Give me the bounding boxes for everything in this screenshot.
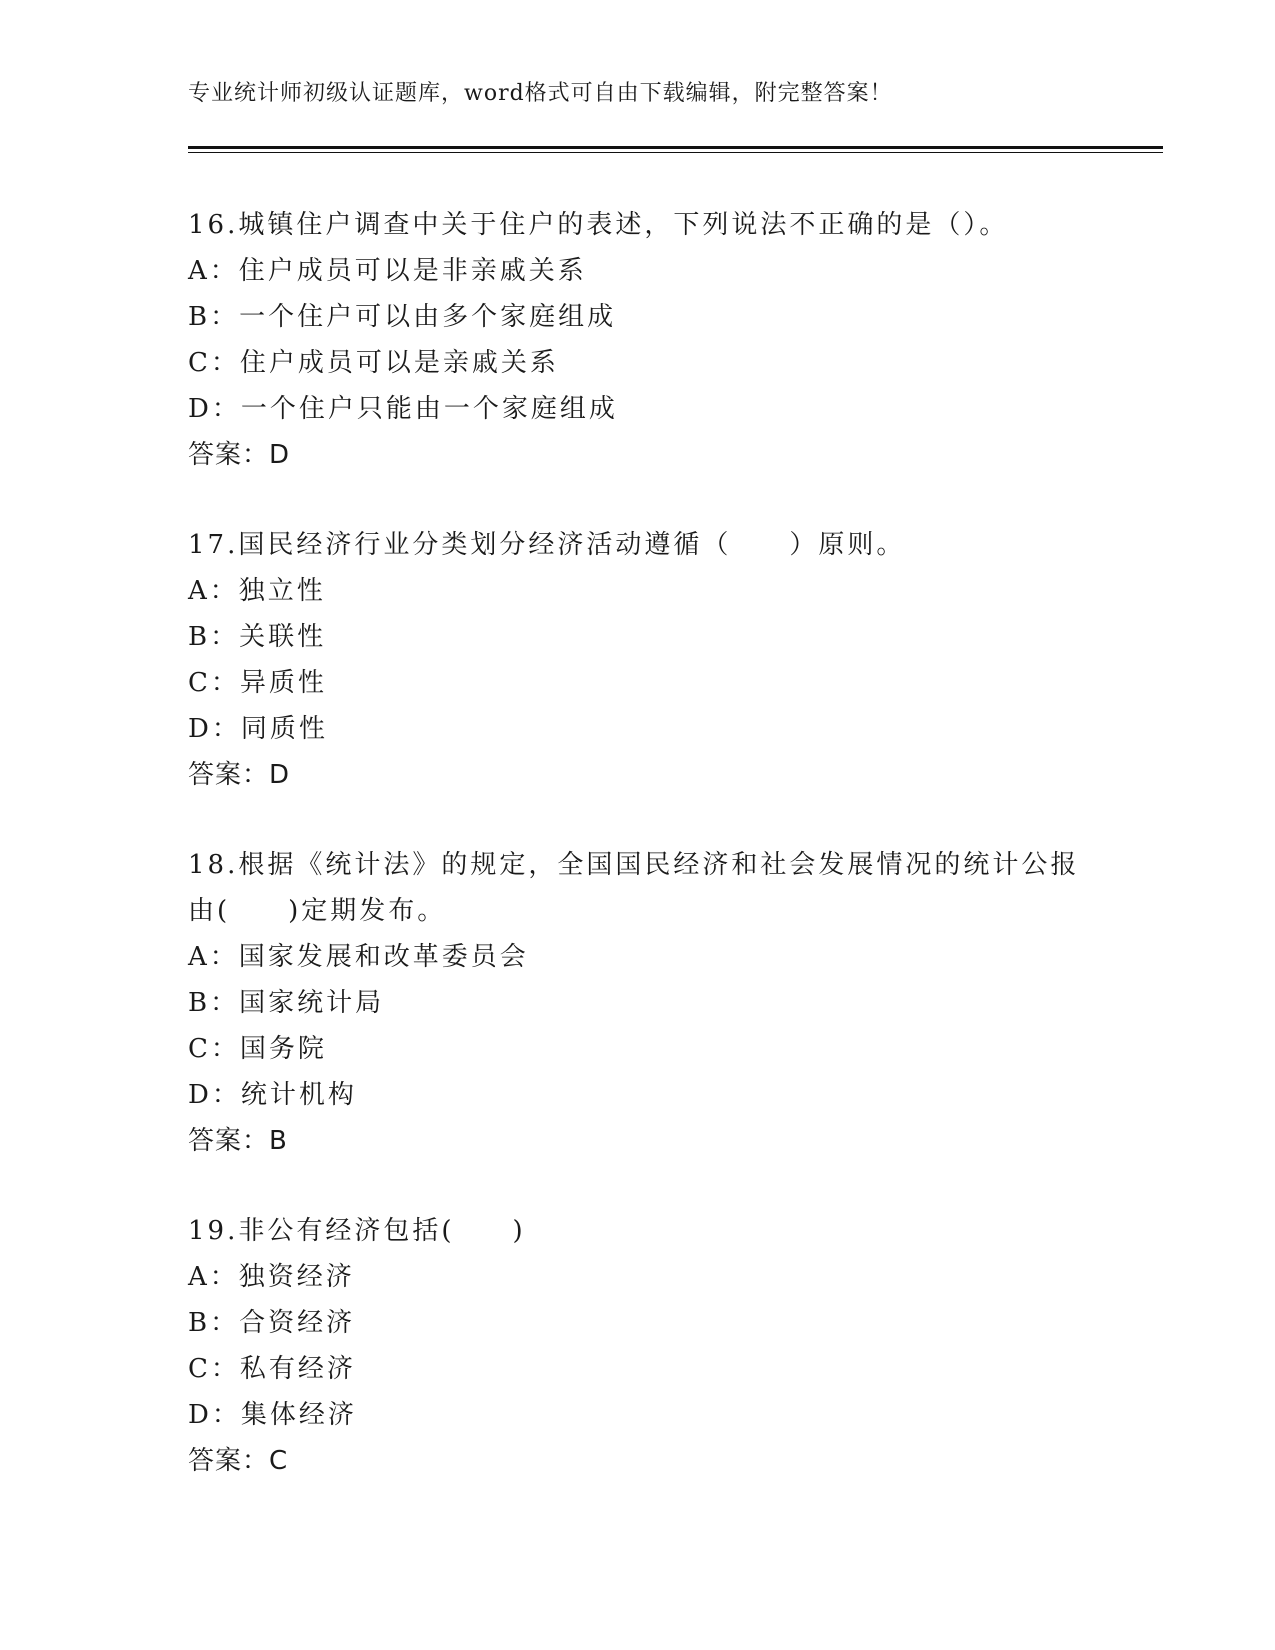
question-17 [188, 522, 1088, 798]
header-divider-thin [188, 152, 1163, 153]
question-16 [188, 202, 1088, 478]
option-c: C：国务院 [188, 1034, 327, 1064]
option-b: B：一个住户可以由多个家庭组成 [188, 302, 617, 332]
option-d: D：集体经济 [188, 1400, 357, 1430]
question-18 [188, 842, 1088, 1164]
option-d: D：统计机构 [188, 1080, 357, 1110]
question-stem-line-2: 由( )定期发布。 [188, 896, 447, 926]
option-d: D：一个住户只能由一个家庭组成 [188, 394, 618, 424]
question-stem-line-1: 18.根据《统计法》的规定，全国国民经济和社会发展情况的统计公报 [188, 850, 1080, 880]
option-d: D：同质性 [188, 714, 328, 744]
option-a: A：独资经济 [188, 1262, 355, 1292]
option-b: B：合资经济 [188, 1308, 356, 1338]
option-b: B：关联性 [188, 622, 327, 652]
option-b: B：国家统计局 [188, 988, 385, 1018]
answer-line: 答案：C [188, 1446, 289, 1476]
header-divider [188, 146, 1163, 149]
answer-line: 答案：D [188, 440, 291, 470]
answer-line: 答案：D [188, 760, 291, 790]
option-a: A：独立性 [188, 576, 326, 606]
question-stem: 19.非公有经济包括( ) [188, 1216, 526, 1246]
question-stem: 16.城镇住户调查中关于住户的表述，下列说法不正确的是（）。 [188, 210, 1009, 240]
option-a: A：国家发展和改革委员会 [188, 942, 529, 972]
question-stem: 17.国民经济行业分类划分经济活动遵循（ ）原则。 [188, 530, 906, 560]
option-a: A：住户成员可以是非亲戚关系 [188, 256, 587, 286]
option-c: C：异质性 [188, 668, 327, 698]
question-19 [188, 1208, 1088, 1484]
option-c: C：私有经济 [188, 1354, 356, 1384]
answer-line: 答案：B [188, 1126, 288, 1156]
option-c: C：住户成员可以是亲戚关系 [188, 348, 559, 378]
page-header: 专业统计师初级认证题库，word格式可自由下载编辑，附完整答案！ [188, 81, 893, 106]
